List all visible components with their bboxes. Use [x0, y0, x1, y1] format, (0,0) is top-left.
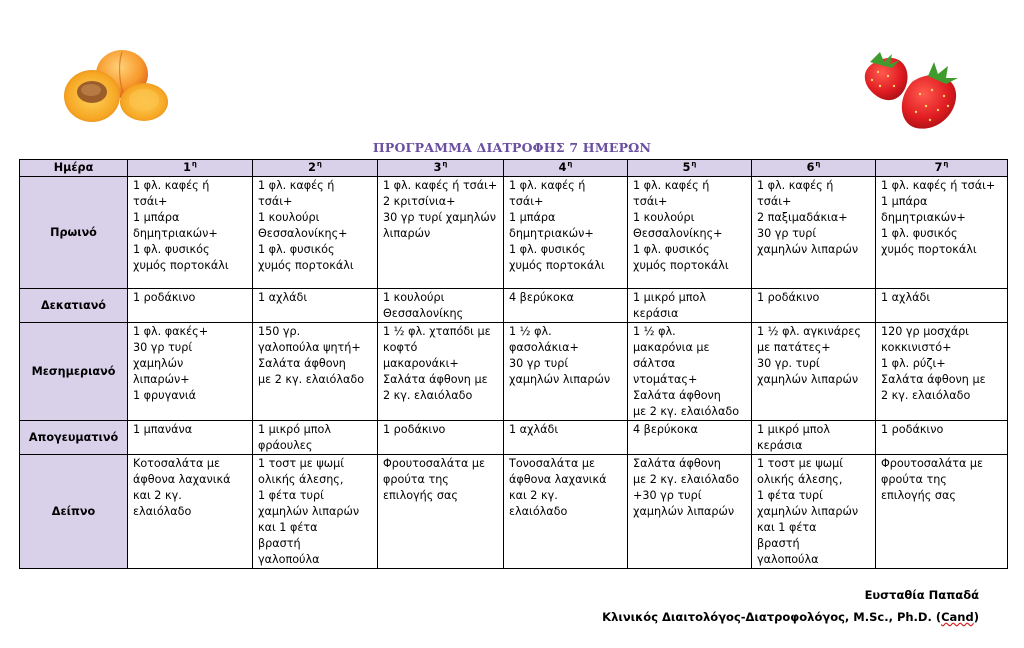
cell-line: χαμηλών λιπαρών	[757, 505, 859, 518]
cell-line: μακαρονάκι+	[383, 357, 459, 370]
cell-line: 1 μπανάνα	[133, 423, 193, 436]
table-cell	[128, 455, 253, 569]
cell-line: και 1 φέτα	[258, 521, 318, 534]
cell-line: 1 φλ. φυσικός	[258, 243, 335, 256]
cell-line: τσάι+	[633, 195, 668, 208]
cell-line: 1 μπάρα	[133, 211, 180, 224]
cell-line: 1 τοστ με ψωμί	[757, 457, 844, 470]
cell-line: μακαρόνια με	[633, 341, 710, 354]
table-row	[20, 177, 1008, 289]
cell-line: 1 φέτα τυρί	[258, 489, 324, 502]
cell-line: Σαλάτα άφθονη	[633, 389, 721, 402]
table-cell	[752, 177, 876, 289]
cell-line: σάλτσα	[633, 357, 676, 370]
table-cell	[504, 421, 628, 455]
table-row	[20, 455, 1008, 569]
cell-line: 1 φλ. φακές+	[133, 325, 209, 338]
header-day-2	[253, 160, 378, 177]
day-number: 6	[806, 161, 815, 174]
header-day-1	[128, 160, 253, 177]
cell-line: ντομάτας+	[633, 373, 698, 386]
cell-line: 30 γρ τυρί	[757, 227, 817, 240]
table-row	[20, 323, 1008, 421]
cell-line: χαμηλών λιπαρών	[757, 243, 859, 256]
table-cell	[128, 289, 253, 323]
cell-line: 1 φλ. καφές ή	[133, 179, 210, 192]
author-credentials	[602, 606, 979, 628]
table-cell	[378, 323, 504, 421]
cell-line: κεράσια	[633, 307, 679, 320]
cell-line: ολικής άλεσης,	[258, 473, 344, 486]
cell-line: 1 φλ. καφές ή	[509, 179, 586, 192]
cell-line: 4 βερύκοκα	[509, 291, 574, 304]
cell-line: 1 μπάρα	[881, 195, 928, 208]
table-cell	[752, 289, 876, 323]
cell-line: 1 αχλάδι	[881, 291, 931, 304]
table-cell	[628, 455, 752, 569]
credentials-close: )	[973, 610, 979, 624]
table-cell	[876, 455, 1008, 569]
cell-line: 1 μικρό μπολ	[757, 423, 830, 436]
cell-line: 1 φλ. καφές ή	[757, 179, 834, 192]
cell-line: με 2 κγ. ελαιόλαδο	[633, 473, 740, 486]
cell-line: τσάι+	[509, 195, 544, 208]
cell-line: 1 φλ. φυσικός	[633, 243, 710, 256]
table-cell	[253, 177, 378, 289]
table-row	[20, 421, 1008, 455]
cell-line: Φρουτοσαλάτα με	[881, 457, 984, 470]
cell-line: 1 ½ φλ. χταπόδι με	[383, 325, 491, 338]
table-cell	[128, 323, 253, 421]
cell-line: 1 ροδάκινο	[881, 423, 944, 436]
table-cell	[504, 177, 628, 289]
author-name: Ευσταθία Παπαδά	[864, 588, 979, 602]
cell-line: 1 κουλούρι	[633, 211, 695, 224]
cell-line: χαμηλών λιπαρών	[509, 373, 611, 386]
cell-line: 150 γρ.	[258, 325, 301, 338]
cell-line: με 2 κγ. ελαιόλαδο	[258, 373, 365, 386]
meal-label: Πρωινό	[20, 177, 128, 289]
table-cell	[876, 289, 1008, 323]
header-day-6	[752, 160, 876, 177]
cell-line: φασολάκια+	[509, 341, 579, 354]
cell-line: φρούτα της	[881, 473, 947, 486]
cell-line: 1 ροδάκινο	[383, 423, 446, 436]
cell-line: 2 κγ. ελαιόλαδο	[881, 389, 971, 402]
cell-line: 4 βερύκοκα	[633, 423, 698, 436]
cell-line: 1 κουλούρι	[258, 211, 320, 224]
cell-line: βραστή	[757, 537, 800, 550]
cell-line: 1 ροδάκινο	[757, 291, 820, 304]
day-number: 7	[934, 161, 943, 174]
table-cell	[876, 177, 1008, 289]
header-day-7	[876, 160, 1008, 177]
page-title: ΠΡΟΓΡΑΜΜΑ ΔΙΑΤΡΟΦΗΣ 7 ΗΜΕΡΩΝ	[372, 140, 652, 155]
cell-line: Θεσσαλονίκης	[383, 307, 464, 320]
cell-line: 1 τοστ με ψωμί	[258, 457, 345, 470]
table-cell	[253, 323, 378, 421]
cand-text: Cand	[941, 610, 974, 624]
table-cell	[253, 421, 378, 455]
day-suffix: η	[691, 160, 697, 169]
signature-block	[602, 584, 979, 628]
cell-line: γαλοπούλα	[757, 553, 819, 566]
cell-line: Θεσσαλονίκης+	[258, 227, 348, 240]
cell-line: Σαλάτα άφθονη με	[383, 373, 488, 386]
table-cell	[378, 177, 504, 289]
table-cell	[628, 177, 752, 289]
table-cell	[876, 421, 1008, 455]
header-day-4	[504, 160, 628, 177]
cell-line: Σαλάτα άφθονη με	[881, 373, 986, 386]
cell-line: Κοτοσαλάτα με	[133, 457, 221, 470]
header-day-label: Ημέρα	[20, 160, 128, 177]
table-cell	[378, 289, 504, 323]
header-row	[20, 160, 1008, 177]
credentials-text: Κλινικός Διαιτολόγος-Διατροφολόγος, M.Sc., Ph.D. (	[602, 610, 942, 624]
cell-line: τσάι+	[757, 195, 792, 208]
meal-plan-table	[19, 159, 1008, 569]
cell-line: δημητριακών+	[509, 227, 594, 240]
day-number: 2	[308, 161, 316, 174]
apricot-image	[62, 44, 174, 128]
cell-line: 1 φλ. καφές ή τσάι+	[383, 179, 498, 192]
cell-line: 1 μικρό μπολ	[633, 291, 706, 304]
table-cell	[128, 177, 253, 289]
cell-line: 1 ½ φλ.	[509, 325, 552, 338]
cell-line: 1 κουλούρι	[383, 291, 445, 304]
cell-line: κοκκινιστό+	[881, 341, 952, 354]
cell-line: 2 κριτσίνια+	[383, 195, 456, 208]
cell-line: με πατάτες+	[757, 341, 831, 354]
cell-line: 30 γρ τυρί	[509, 357, 569, 370]
cell-line: ελαιόλαδο	[509, 505, 568, 518]
cell-line: επιλογής σας	[383, 489, 458, 502]
table-cell	[504, 289, 628, 323]
cell-line: φρούτα της	[383, 473, 449, 486]
cell-line: 1 μπάρα	[509, 211, 556, 224]
day-suffix: η	[316, 160, 322, 169]
cell-line: 1 ½ φλ. αγκινάρες	[757, 325, 861, 338]
cell-line: άφθονα λαχανικά	[509, 473, 607, 486]
strawberry-image	[850, 42, 968, 134]
cell-line: κεράσια	[757, 439, 803, 452]
cell-line: 1 φλ. φυσικός	[881, 227, 958, 240]
cell-line: 1 αχλάδι	[258, 291, 308, 304]
cell-line: 30 γρ τυρί	[133, 341, 193, 354]
table-cell	[752, 323, 876, 421]
meal-label: Δεκατιανό	[20, 289, 128, 323]
day-suffix: η	[815, 160, 821, 169]
cell-line: 2 κγ. ελαιόλαδο	[383, 389, 473, 402]
header-day-5	[628, 160, 752, 177]
cell-line: 1 φλ. φυσικός	[509, 243, 586, 256]
cell-line: χαμηλών λιπαρών	[258, 505, 360, 518]
table-cell	[504, 455, 628, 569]
cell-line: χυμός πορτοκάλι	[258, 259, 354, 272]
day-suffix: η	[943, 160, 949, 169]
cell-line: επιλογής σας	[881, 489, 956, 502]
cell-line: δημητριακών+	[133, 227, 218, 240]
cell-line: γαλοπούλα	[258, 553, 320, 566]
cell-line: 120 γρ μοσχάρι	[881, 325, 969, 338]
cell-line: λιπαρών+	[133, 373, 190, 386]
table-cell	[504, 323, 628, 421]
table-cell	[378, 455, 504, 569]
cell-line: ελαιόλαδο	[133, 505, 192, 518]
cell-line: χυμός πορτοκάλι	[133, 259, 229, 272]
cell-line: 1 φλ. ρύζι+	[881, 357, 946, 370]
table-cell	[752, 455, 876, 569]
cell-line: 1 φλ. καφές ή	[258, 179, 335, 192]
cell-line: Θεσσαλονίκης+	[633, 227, 723, 240]
cell-line: 1 φλ. καφές ή	[633, 179, 710, 192]
cell-line: δημητριακών+	[881, 211, 966, 224]
cell-line: γαλοπούλα ψητή+	[258, 341, 361, 354]
cell-line: άφθονα λαχανικά	[133, 473, 231, 486]
table-cell	[752, 421, 876, 455]
meal-label: Μεσημεριανό	[20, 323, 128, 421]
cell-line: Σαλάτα άφθονη	[633, 457, 721, 470]
cell-line: με 2 κγ. ελαιόλαδο	[633, 405, 740, 418]
table-cell	[253, 455, 378, 569]
cell-line: και 2 κγ.	[509, 489, 558, 502]
cell-line: φράουλες	[258, 439, 313, 452]
table-cell	[628, 421, 752, 455]
cell-line: 30 γρ. τυρί	[757, 357, 820, 370]
table-cell	[628, 289, 752, 323]
table-cell	[876, 323, 1008, 421]
cell-line: +30 γρ τυρί	[633, 489, 702, 502]
cell-line: 1 φρυγανιά	[133, 389, 197, 402]
cell-line: χαμηλών λιπαρών	[633, 505, 735, 518]
cell-line: ολικής άλεσης,	[757, 473, 843, 486]
cell-line: λιπαρών	[383, 227, 431, 240]
day-suffix: η	[442, 160, 448, 169]
cell-line: 1 αχλάδι	[509, 423, 559, 436]
cell-line: Τονοσαλάτα με	[509, 457, 596, 470]
cell-line: και 2 κγ.	[133, 489, 182, 502]
cell-line: χαμηλών	[133, 357, 184, 370]
table-cell	[253, 289, 378, 323]
day-number: 4	[558, 161, 567, 174]
day-number: 5	[682, 161, 691, 174]
day-number: 3	[433, 161, 442, 174]
cell-line: τσάι+	[258, 195, 293, 208]
cell-line: Φρουτοσαλάτα με	[383, 457, 486, 470]
table-cell	[128, 421, 253, 455]
cell-line: 1 φλ. φυσικός	[133, 243, 210, 256]
meal-label: Δείπνο	[20, 455, 128, 569]
table-cell	[378, 421, 504, 455]
cell-line: χαμηλών λιπαρών	[757, 373, 859, 386]
table-cell	[628, 323, 752, 421]
cell-line: 1 μικρό μπολ	[258, 423, 331, 436]
header-day-3	[378, 160, 504, 177]
cell-line: βραστή	[258, 537, 301, 550]
cell-line: 1 ροδάκινο	[133, 291, 196, 304]
meal-label: Απογευματινό	[20, 421, 128, 455]
cell-line: τσάι+	[133, 195, 168, 208]
cell-line: 1 ½ φλ.	[633, 325, 676, 338]
day-suffix: η	[567, 160, 573, 169]
day-number: 1	[183, 161, 191, 174]
cell-line: χυμός πορτοκάλι	[633, 259, 729, 272]
cell-line: Σαλάτα άφθονη	[258, 357, 346, 370]
day-suffix: η	[191, 160, 197, 169]
cell-line: 1 φλ. καφές ή τσάι+	[881, 179, 996, 192]
cell-line: χυμός πορτοκάλι	[881, 243, 977, 256]
cell-line: 2 παξιμαδάκια+	[757, 211, 848, 224]
cell-line: κοφτό	[383, 341, 418, 354]
cell-line: χυμός πορτοκάλι	[509, 259, 605, 272]
cell-line: 1 φέτα τυρί	[757, 489, 823, 502]
table-row	[20, 289, 1008, 323]
cell-line: 30 γρ τυρί χαμηλών	[383, 211, 497, 224]
cell-line: και 1 φέτα	[757, 521, 817, 534]
